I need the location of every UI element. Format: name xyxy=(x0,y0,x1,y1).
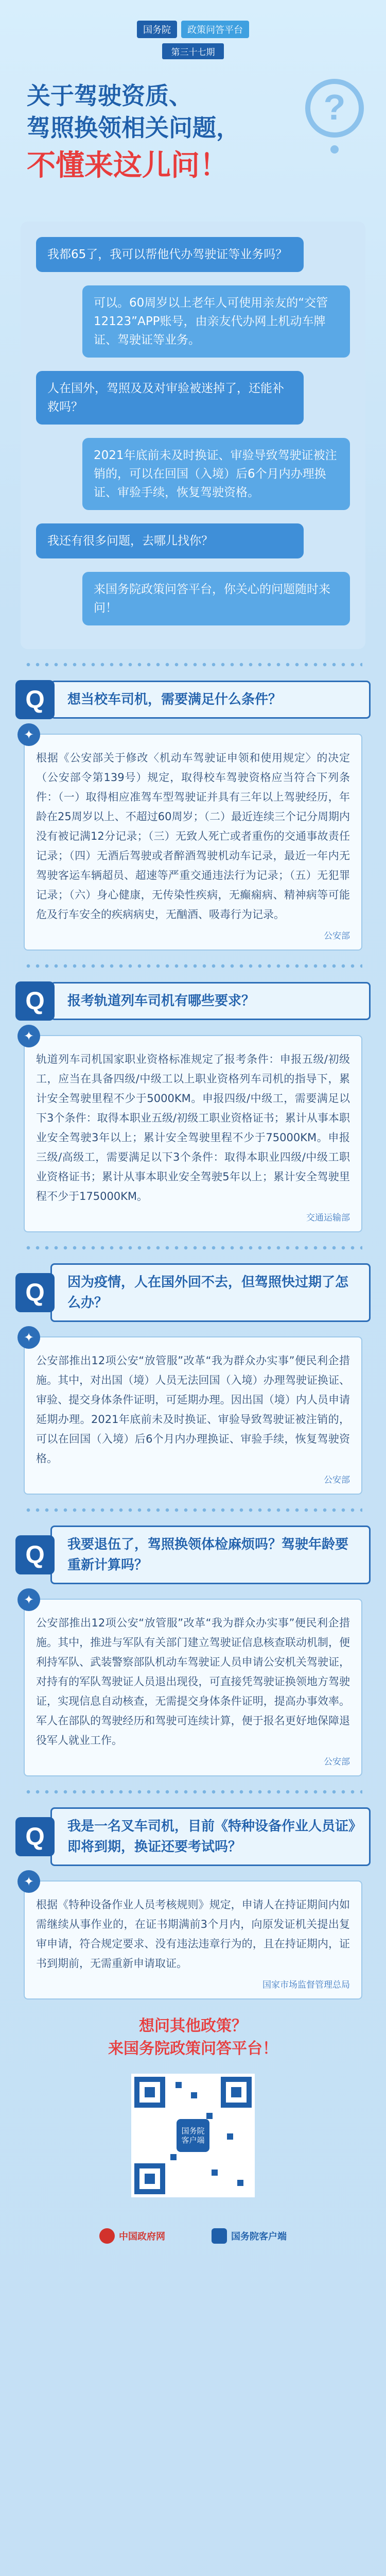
badge-gov: 国务院 xyxy=(137,21,177,38)
gov-logo xyxy=(99,2228,165,2244)
answer-source: 国家市场监督管理总局 xyxy=(262,1980,350,1990)
question-mark-icon xyxy=(304,77,365,160)
qa-section xyxy=(0,981,386,1232)
answer-icon: ✦ xyxy=(17,1326,40,1349)
issue-number: 第三十七期 xyxy=(162,43,224,59)
answer-icon: ✦ xyxy=(17,1870,40,1893)
question-row xyxy=(15,1807,371,1866)
answer-source: 交通运输部 xyxy=(306,1213,350,1223)
app-icon xyxy=(212,2228,227,2244)
qa-section xyxy=(0,1807,386,1999)
question-row xyxy=(15,680,371,719)
chat-bubble-question: 我都65了，我可以帮他代办驾驶证等业务吗？ xyxy=(36,237,304,272)
question-row xyxy=(15,1526,371,1584)
app-logo-text: 国务院客户端 xyxy=(231,2231,287,2242)
answer-icon: ✦ xyxy=(17,1588,40,1611)
answer-source: 公安部 xyxy=(324,931,350,941)
qr-label: 国务院客户端 xyxy=(177,2119,209,2152)
title-line-1: 关于驾驶资质、 xyxy=(27,82,192,109)
title-emphasis: 不懂来这儿问！ xyxy=(27,149,229,181)
answer-text: 公安部推出12项公安“放管服”改革“我为群众办实事”便民利企措施。其中，推进与军队有关部门建立驾驶证信息核查联动机制，便利持军队、武装警察部队机动车驾驶证人员申请公安机关驾驶证，对持有的军队驾驶证人员退出现役，可直接凭驾驶证换领地方驾驶证，实现信息自动核查，无需提交身体条件证明，提高办事效率。军人在部队的驾驶经历和驾驶可连续计算，便于报名更好地保障退役军人就业工作。 xyxy=(36,1617,350,1747)
app-logo xyxy=(212,2228,287,2244)
answer-icon: ✦ xyxy=(17,723,40,746)
qa-section xyxy=(0,1263,386,1495)
question-text: 因为疫情，人在国外回不去，但驾照快过期了怎么办？ xyxy=(50,1263,371,1322)
q-icon: Q xyxy=(15,981,55,1021)
question-text: 想当校车司机，需要满足什么条件？ xyxy=(50,681,371,719)
q-icon: Q xyxy=(15,1535,55,1574)
q-icon: Q xyxy=(15,1817,55,1856)
q-icon: Q xyxy=(15,1273,55,1312)
svg-text:?: ? xyxy=(323,87,346,127)
answer-source: 公安部 xyxy=(324,1475,350,1485)
qr-code[interactable] xyxy=(131,2074,255,2197)
qa-section xyxy=(0,680,386,951)
answer-card xyxy=(23,1874,362,1999)
title-line-2: 驾照换领相关问题， xyxy=(27,114,240,141)
answer-text: 根据《特种设备作业人员考核规则》规定，申请人在持证期间内如需继续从事作业的，在证书期满前3个月内，向原发证机关提出复审申请，符合规定要求、没有违法违章行为的，且在持证期内，证书到期前，无需重新申请取证。 xyxy=(36,1899,350,1970)
badge-platform: 政策问答平台 xyxy=(181,21,249,38)
divider-dots xyxy=(24,1246,362,1250)
question-text: 我要退伍了，驾照换领体检麻烦吗？驾驶年龄要重新计算吗？ xyxy=(50,1526,371,1584)
footer-logos xyxy=(0,2228,386,2244)
answer-source: 公安部 xyxy=(324,1757,350,1767)
divider-dots xyxy=(24,1508,362,1512)
answer-card xyxy=(23,1592,362,1776)
answer-text: 轨道列车司机国家职业资格标准规定了报考条件：申报五级/初级工，应当在具备四级/中级工以上职业资格列车司机的指导下，累计安全驾驶里程不少于5000KM。申报四级/中级工，需要满足以下3个条件：取得本职业五级/初级工职业资格证书；累计从事本职业安全驾驶3年以上；累计安全驾驶里程不少于75000KM。申报三级/高级工，需要满足以下3个条件：取得本职业四级/中级工职业资格证书；累计从事本职业安全驾驶5年以上；累计安全驾驶里程不少于175000KM。 xyxy=(36,1053,350,1202)
chat-bubble-question: 人在国外，驾照及及对审验被迷掉了，还能补救吗？ xyxy=(36,371,304,425)
divider-dots xyxy=(24,964,362,968)
chat-intro xyxy=(21,222,365,649)
chat-bubble-answer: 2021年底前未及时换证、审验导致驾驶证被注销的，可以在回国（入境）后6个月内办理换证、审验手续，恢复驾驶资格。 xyxy=(82,438,350,510)
question-text: 我是一名叉车司机，目前《特种设备作业人员证》即将到期，换证还要考试吗？ xyxy=(50,1807,371,1866)
gov-logo-text: 中国政府网 xyxy=(119,2231,165,2242)
qa-section xyxy=(0,1526,386,1776)
header-badges xyxy=(16,21,370,38)
footer-line-1: 想问其他政策？ xyxy=(139,2017,247,2035)
divider-dots xyxy=(24,1790,362,1794)
question-row xyxy=(15,981,371,1021)
chat-bubble-answer: 来国务院政策问答平台，你关心的问题随时来问！ xyxy=(82,572,350,625)
answer-text: 根据《公安部关于修改〈机动车驾驶证申领和使用规定〉的决定（公安部令第139号）规定，取得校车驾驶资格应当符合下列条件：（一）取得相应准驾车型驾驶证并具有三年以上驾驶经历，年龄在25周岁以上、不超过60周岁；（二）最近连续三个记分周期内没有被记满12分记录；（三）无致人死亡或者重伤的交通事故责任记录；（四）无酒后驾驶或者醉酒驾驶机动车记录，最近一年内无驾驶客运车辆超员、超速等严重交通违法行为记录；（五）无犯罪记录；（六）身心健康，无传染性疾病，无癫痫病、精神病等可能危及行车安全的疾病病史，无酗酒、吸毒行为记录。 xyxy=(36,752,350,921)
question-text: 报考轨道列车司机有哪些要求？ xyxy=(50,982,371,1020)
footer-line-2: 来国务院政策问答平台！ xyxy=(108,2040,278,2058)
answer-text: 公安部推出12项公安“放管服”改革“我为群众办实事”便民利企措施。其中，对出国（境）人员无法回国（入境）办理驾驶证换证、审验、提交身体条件证明，可延期办理。因出国（境）内人员申请延期办理。2021年底前未及时换证、审验导致驾驶证被注销的，可以在回国（入境）后6个月内办理换证、审验手续，恢复驾驶资格。 xyxy=(36,1354,350,1465)
chat-bubble-answer: 可以。60周岁以上老年人可使用亲友的“交管12123”APP账号，由亲友代办网上机动车牌证、驾驶证等业务。 xyxy=(82,285,350,358)
footer xyxy=(0,2015,386,2244)
gov-emblem-icon xyxy=(99,2228,115,2244)
chat-bubble-question: 我还有很多问题，去哪儿找你？ xyxy=(36,523,304,558)
answer-card xyxy=(23,1029,362,1232)
header xyxy=(0,0,386,222)
q-icon: Q xyxy=(15,680,55,719)
answer-card xyxy=(23,1330,362,1495)
divider-dots xyxy=(24,663,362,667)
answer-card xyxy=(23,727,362,951)
question-row xyxy=(15,1263,371,1322)
answer-icon: ✦ xyxy=(17,1025,40,1047)
